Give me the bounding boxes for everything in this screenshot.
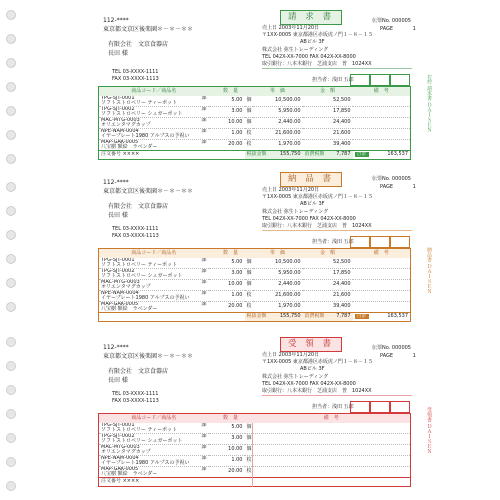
- customer-person: 長田 様: [108, 377, 128, 384]
- seal-box: [370, 236, 390, 248]
- customer-company: 有限会社 文京食器店: [108, 368, 169, 375]
- seal-box: [370, 401, 390, 413]
- postal-code: 112-****: [103, 344, 129, 351]
- table-row: MAC-MTG-0003 課 オリエンタマグカップ 10.00 個 2,440.00 24,400: [99, 279, 411, 290]
- table-row: TPG-SJT-0002 課 ソフトストロベリー シュガーポット 3.00 個: [99, 433, 411, 444]
- customer-address: 東京都文京区後楽園＊－＊－＊＊: [103, 353, 194, 360]
- totals-row: 税抜金額 155,750 消費税額 7,787 合計 163,537: [99, 312, 411, 322]
- table-row: MAP-GAK-0005 課 八宝樹 額絵 ラベンダー 20.00 枚 1,970.00 39,400: [99, 301, 411, 312]
- sheet-title: 請 求 書: [280, 10, 342, 25]
- col-remarks: 備 考: [373, 87, 389, 94]
- issuer-bank: 取引銀行：八本木銀行 芝浦支店 普 1024XX: [262, 61, 372, 67]
- customer-person: 長田 様: [108, 50, 128, 57]
- table-row: NPE-NAM-0004 課 イヤープレート1980 アルプスの予祝い 1.00 枚: [99, 455, 411, 466]
- customer-fax: FAX 03-XXXX-1113: [112, 233, 159, 239]
- table-row: MAP-GAK-0005 課 八宝樹 額絵 ラベンダー 20.00 枚: [99, 466, 411, 477]
- sales-date: 2003年11月20日: [278, 25, 320, 31]
- table-row: TPG-SJT-0002 課 ソフトストロベリー シュガーポット 3.00 個 5,950.00 17,850: [99, 268, 411, 279]
- line-items-table: [98, 86, 411, 160]
- issuer-address: 東京都港区赤坂虎ノ門１－８－１５: [292, 32, 373, 38]
- postal-code: 112-****: [103, 179, 129, 186]
- tractor-holes: [0, 335, 20, 495]
- table-header: 商品コード／商品名 数 量 備 考: [99, 414, 411, 423]
- issuer-postal: 〒1XX-0005: [262, 32, 292, 38]
- side-label: 納品書 ＤＡＩＳＥＮ: [426, 246, 432, 294]
- customer-tel: TEL 03-XXXX-1111: [112, 226, 159, 232]
- totals-row: 注文番号 ×××× 税抜金額 155,750 消費税額 7,787 合計 163,537: [99, 150, 411, 160]
- page-number: 1: [412, 26, 416, 32]
- col-price: 単 価: [270, 87, 286, 94]
- table-row: NPE-NAM-0004 課 イヤープレート1980 アルプスの予祝い 1.00 枚 21,600.00 21,600: [99, 290, 411, 301]
- slip-number: 000005: [391, 345, 411, 351]
- sales-date: 2003年11月20日: [278, 352, 320, 358]
- seal-box: [390, 236, 410, 248]
- slip-label: 伝票No.: [372, 18, 391, 24]
- customer-tel: TEL 03-XXXX-1111: [112, 391, 159, 397]
- total-amount: 163,537: [387, 151, 409, 158]
- seal-box: [350, 401, 370, 413]
- col-item: 商品コード／商品名: [131, 87, 177, 94]
- seal-box: [350, 74, 370, 86]
- col-amount: 金 額: [320, 87, 336, 94]
- line-items-table: [98, 248, 411, 322]
- issuer-company: 株式会社 弥生トレーディング: [262, 47, 329, 53]
- sales-date: 2003年11月20日: [278, 187, 320, 193]
- line-items-table: [98, 413, 411, 487]
- sheet-title: 受 領 書: [280, 337, 342, 352]
- side-label: お控 請求書 ＤＡＩＳＥＮ: [426, 73, 432, 133]
- issuer-building: ABビル 3F: [300, 39, 325, 45]
- seal-box: [370, 74, 390, 86]
- table-row: TPG-SJT-0001 課 ソフトストロベリー ティーポット 5.00 個 10,500.00 52,500: [99, 96, 411, 107]
- seal-box: [390, 74, 410, 86]
- tractor-holes: [0, 8, 20, 168]
- table-row: TPG-SJT-0001 課 ソフトストロベリー ティーポット 5.00 個 10,500.00 52,500: [99, 258, 411, 269]
- order-number: 注文番号 ××××: [101, 478, 140, 485]
- col-qty: 数 量: [223, 87, 239, 94]
- tractor-holes: [0, 170, 20, 330]
- order-number: 注文番号 ××××: [101, 151, 140, 158]
- seal-box: [350, 236, 370, 248]
- table-row: MAP-GAK-0005 課 八宝樹 額絵 ラベンダー 20.00 枚 1,970.00 39,400: [99, 139, 411, 150]
- customer-company: 有限会社 文京食器店: [108, 203, 169, 210]
- totals-row: [99, 477, 411, 487]
- customer-fax: FAX 03-XXXX-1113: [112, 398, 159, 404]
- staff-name: 浅田 五郎: [332, 404, 354, 410]
- customer-address: 東京都文京区後楽園＊－＊－＊＊: [103, 26, 194, 33]
- invoice-sheet: 請 求 書 112-**** 東京都文京区後楽園＊－＊－＊＊ 有限会社 文京食器店 長田 様 TEL 03-XXXX-1111 FAX 03-XXXX-1113 売上日 2003年11月20日 伝票No. 000005 PAGE 1 〒1XX-0005 東京都港区赤坂虎ノ門１－８－１５ ABビル 3F 株式会社 弥生トレーディング TEL 042X-XX-7000 FAX 042X-XX-8000 取引銀行：八本木銀行 芝浦支店 普 1024XX 担当者：浅田 五郎 商品コード／商品名 数 量 単 価 金 額 備 考 TPG-SJT-0001 課 ソフトストロベリー ティーポット 5.00 個 10,500.00 52,500 TPG-SJT-0002 課 ソフトストロベリー シュガーポット 3.00 個 5,950.00 17,850 MAC-MTG-0003 課 オリエンタマグカップ 10.00 個 2,440.00 24,400 NPE-NAM-0004 課 イヤープレート1980 アルプスの予祝い 1.00 枚 21,600.00 21,600 MAP-GAK-0005 課 八宝樹 額絵 ラベンダー 20.00 枚 1,970.00 39,400 注文番号 ×××× 税抜金額 155,750 消費税額 7,787 合計 163,537 お控 請求書 ＤＡＩＳＥＮ: [0, 8, 500, 168]
- page-label: PAGE: [380, 26, 394, 32]
- issuer-tel: TEL 042X-XX-7000 FAX 042X-XX-8000: [262, 54, 356, 60]
- postal-code: 112-****: [103, 17, 129, 24]
- slip-number: 000005: [391, 18, 411, 24]
- table-row: MAC-MTG-0003 課 オリエンタマグカップ 10.00 個: [99, 444, 411, 455]
- customer-fax: FAX 03-XXXX-1113: [112, 76, 159, 82]
- date-label: 売上日: [262, 25, 278, 31]
- tax-excluded-amount: 155,750: [279, 151, 301, 158]
- table-header: 商品コード／商品名 数 量 単 価 金 額 備 考: [99, 249, 411, 258]
- tax-amount: 7,787: [336, 151, 351, 158]
- staff-name: 浅田 五郎: [332, 77, 354, 83]
- table-row: MAC-MTG-0003 課 オリエンタマグカップ 10.00 個 2,440.00 24,400: [99, 117, 411, 128]
- seal-box: [390, 401, 410, 413]
- delivery-sheet: 納 品 書 112-**** 東京都文京区後楽園＊－＊－＊＊ 有限会社 文京食器店 長田 様 TEL 03-XXXX-1111 FAX 03-XXXX-1113 売上日 2003年11月20日 伝票No. 000005 PAGE 1 〒1XX-0005 東京都港区赤坂虎ノ門１－８－１５ ABビル 3F 株式会社 弥生トレーディング TEL 042X-XX-7000 FAX 042X-XX-8000 取引銀行：八本木銀行 芝浦支店 普 1024XX 担当者：浅田 五郎 商品コード／商品名 数 量 単 価 金 額 備 考 TPG-SJT-0001 課 ソフトストロベリー ティーポット 5.00 個 10,500.00 52,500 TPG-SJT-0002 課 ソフトストロベリー シュガーポット 3.00 個 5,950.00 17,850 MAC-MTG-0003 課 オリエンタマグカップ 10.00 個 2,440.00 24,400 NPE-NAM-0004 課 イヤープレート1980 アルプスの予祝い 1.00 枚 21,600.00 21,600 MAP-GAK-0005 課 八宝樹 額絵 ラベンダー 20.00 枚 1,970.00 39,400 税抜金額 155,750 消費税額 7,787 合計 163,537 納品書 ＤＡＩＳＥＮ: [0, 170, 500, 330]
- table-row: TPG-SJT-0002 課 ソフトストロベリー シュガーポット 3.00 個 5,950.00 17,850: [99, 106, 411, 117]
- table-row: TPG-SJT-0001 課 ソフトストロベリー ティーポット 5.00 個: [99, 423, 411, 434]
- customer-company: 有限会社 文京食器店: [108, 41, 169, 48]
- customer-person: 長田 様: [108, 212, 128, 219]
- sheet-title: 納 品 書: [280, 172, 342, 187]
- staff-label: 担当者: [312, 77, 328, 83]
- customer-address: 東京都文京区後楽園＊－＊－＊＊: [103, 188, 194, 195]
- customer-tel: TEL 03-XXXX-1111: [112, 69, 159, 75]
- slip-number: 000005: [391, 176, 411, 182]
- staff-name: 浅田 五郎: [332, 239, 354, 245]
- side-label: 受領書 ＤＡＩＳＥＮ: [426, 406, 432, 454]
- table-header: [99, 87, 411, 96]
- receipt-sheet: 受 領 書 112-**** 東京都文京区後楽園＊－＊－＊＊ 有限会社 文京食器店 長田 様 TEL 03-XXXX-1111 FAX 03-XXXX-1113 売上日 2003年11月20日 伝票No. 000005 PAGE 1 〒1XX-0005 東京都港区赤坂虎ノ門１－８－１５ ABビル 3F 株式会社 弥生トレーディング TEL 042X-XX-7000 FAX 042X-XX-8000 取引銀行：八本木銀行 芝浦支店 普 1024XX 担当者：浅田 五郎 商品コード／商品名 数 量 備 考 TPG-SJT-0001 課 ソフトストロベリー ティーポット 5.00 個 TPG-SJT-0002 課 ソフトストロベリー シュガーポット 3.00 個 MAC-MTG-0003 課 オリエンタマグカップ 10.00 個 NPE-NAM-0004 課 イヤープレート1980 アルプスの予祝い 1.00 枚 MAP-GAK-0005 課 八宝樹 額絵 ラベンダー 20.00 枚 注文番号 ×××× 受領書 ＤＡＩＳＥＮ: [0, 335, 500, 495]
- table-row: NPE-NAM-0004 課 イヤープレート1980 アルプスの予祝い 1.00 枚 21,600.00 21,600: [99, 128, 411, 139]
